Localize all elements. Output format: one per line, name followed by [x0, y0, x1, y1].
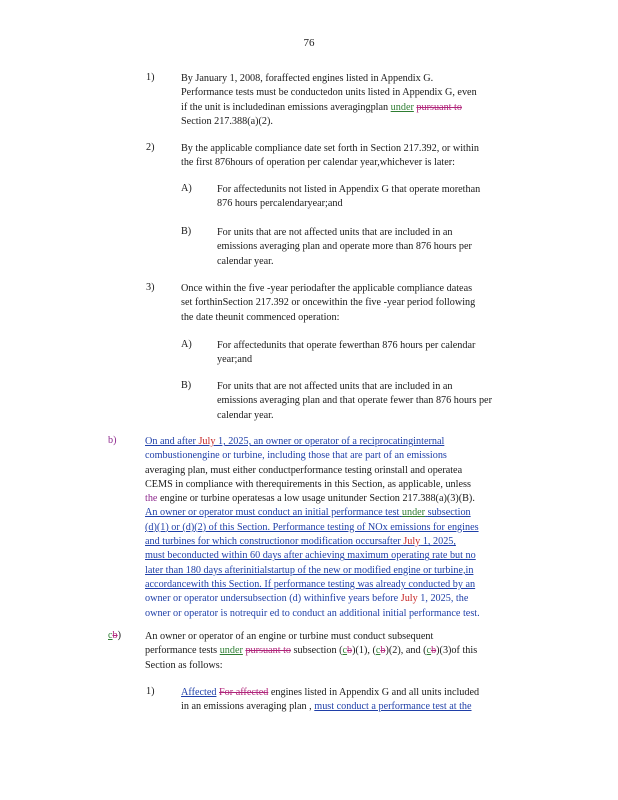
inserted-text: must conduct a performance test at the [314, 701, 472, 713]
text-line: performance tests under pursuant to subsection (cb)(1), (cb)(2), and (cb)(3)of this [145, 645, 478, 657]
inserted-text: Affected [181, 687, 217, 698]
text-line: later than 180 days afterinitialstartup of the new or modified engine or turbine,in [145, 564, 474, 576]
item-label: 1) [146, 686, 155, 697]
subsection-label: b) [108, 435, 117, 446]
item-text [217, 183, 537, 212]
text-line: owner or operator undersubsection (d) withinfive years before July 1, 2025, the [145, 593, 469, 605]
text-line: emissions averaging plan and that operate fewer than 876 hours per [217, 395, 492, 407]
text-line: An owner or operator must conduct an initial performance test under subsection [145, 507, 471, 519]
subsection-text [145, 435, 545, 621]
text-line: For affectedunits that operate fewerthan 876 hours per calendar [217, 340, 476, 351]
text-line: emissions averaging plan and operate more than 876 hours per [217, 241, 472, 253]
text-line: the first 876hours of operation per calendar year,whichever is later: [181, 157, 455, 169]
text-line: By the applicable compliance date set forth in Section 217.392, or within [181, 143, 479, 154]
text-line: the engine or turbine operatesas a low usage unitunder Section 217.388(a)(3)(B). [145, 493, 475, 505]
item-text [217, 226, 547, 269]
text-line: averaging plan, must either conductperformance testing orinstall and operatea [145, 464, 463, 476]
item-label: B) [181, 226, 192, 237]
item-label: 2) [146, 142, 155, 153]
date-text: July [403, 536, 421, 548]
text-line: (d)(1) or (d)(2) of this Section. Performance testing of NOx emissions for engines [145, 521, 479, 533]
item-label: B) [181, 380, 192, 391]
text-line: the date theunit commenced operation: [181, 311, 340, 323]
text-line: year;and [217, 354, 253, 366]
date-text: July [400, 593, 418, 605]
text-line: owner or operator is notrequir ed to conduct an additional initial performance test. [145, 607, 480, 619]
deleted-text: pursuant to [245, 645, 291, 657]
item-text [181, 142, 531, 171]
text-line: For affectedunits not listed in Appendix G that operate morethan [217, 184, 481, 195]
text-line: An owner or operator of an engine or turbine must conduct subsequent [145, 631, 434, 642]
item-text [181, 72, 531, 129]
text-line: in an emissions averaging plan , must conduct a performance test at the [181, 701, 472, 713]
text-line: calendar year. [217, 255, 274, 267]
text-line: For units that are not affected units that are included in an [217, 227, 453, 238]
deleted-text: For affected [219, 687, 269, 698]
text-line: set forthinSection 217.392 or oncewithin the five -year period following [181, 297, 476, 309]
text-line: accordancewith this Section. If performance testing was already conducted by an [145, 578, 476, 590]
text-line: Affected For affected engines listed in Appendix G and all units included [181, 687, 480, 698]
text-line: and turbines for which constructionor modification occursafter July 1, 2025, [145, 536, 456, 548]
subsection-text [145, 630, 545, 673]
text-line: For units that are not affected units that are included in an [217, 381, 453, 392]
text-line: must beconducted within 60 days after achieving maximum operating rate but no [145, 550, 476, 562]
inserted-text: under [219, 645, 243, 657]
item-label: 1) [146, 72, 155, 83]
date-text: July [198, 436, 216, 447]
item-text [217, 339, 537, 368]
item-text [181, 282, 531, 325]
text-line: On and after July 1, 2025, an owner or operator of a reciprocatinginternal [145, 436, 445, 447]
item-text [181, 686, 541, 715]
text-line: Section 217.388(a)(2). [181, 115, 273, 127]
text-line: Once within the five -year periodafter the applicable compliance dateas [181, 283, 473, 294]
text-line: CEMS in compliance with therequirements in this Section, as applicable, unless [145, 478, 471, 490]
item-label: A) [181, 339, 192, 350]
deleted-text: pursuant to [416, 101, 462, 113]
text-line: calendar year. [217, 409, 274, 421]
item-text [217, 380, 547, 423]
inserted-text: under [390, 101, 414, 113]
text-line: if the unit is includedinan emissions averagingplan under pursuant to [181, 101, 462, 113]
inserted-text: under [401, 507, 426, 519]
text-line: By January 1, 2008, foraffected engines listed in Appendix G. [181, 73, 434, 84]
text-line: 876 hours percalendaryear;and [217, 198, 343, 210]
item-label: A) [181, 183, 192, 194]
page-number: 76 [303, 37, 315, 49]
text-line: combustionengine or turbine, including those that are part of an emissions [145, 450, 447, 462]
subsection-label: cb) [108, 630, 122, 641]
item-label: 3) [146, 282, 155, 293]
text-line: Performance tests must be conductedon units listed in Appendix G, even [181, 87, 477, 99]
text-line: Section as follows: [145, 659, 223, 671]
